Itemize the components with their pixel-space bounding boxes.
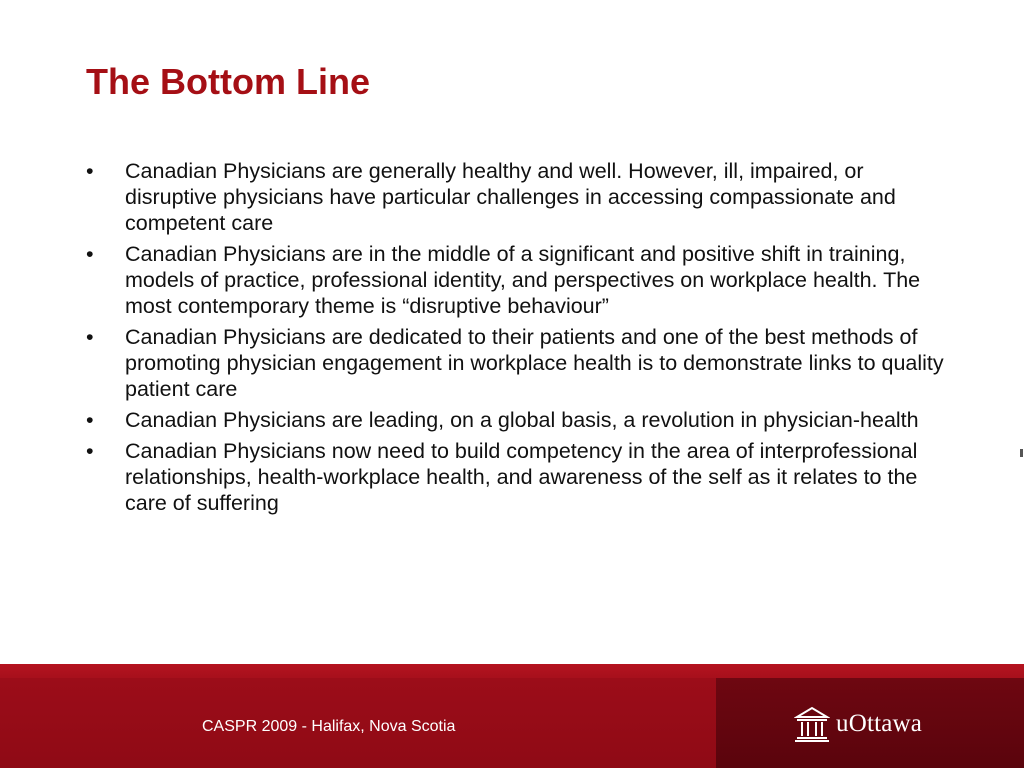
building-icon [794,705,830,743]
bullet-item [86,407,946,433]
footer-caption: CASPR 2009 - Halifax, Nova Scotia [202,718,456,735]
uottawa-logo [794,704,922,744]
bullet-text: Canadian Physicians are in the middle of a significant and positive shift in training, models of practice, professional identity, and perspectives on workplace health. The most contemporary theme is “disruptive behaviour” [125,242,921,318]
edge-mark [1020,449,1023,457]
bullet-marker: • [86,408,94,432]
slide-title: The Bottom Line [86,61,370,102]
bullet-text: Canadian Physicians are generally healthy and well. However, ill, impaired, or disruptive physicians have particular challenges in accessing compassionate and competent care [125,159,896,235]
logo-text: uOttawa [836,710,923,737]
bullet-item [86,438,946,516]
bullet-item [86,158,946,236]
bullet-marker: • [86,325,94,349]
bullet-marker: • [86,242,94,266]
bullet-text: Canadian Physicians now need to build competency in the area of interprofessional relationships, health-workplace health, and awareness of the self as it relates to the care of suffering [125,439,918,515]
bullet-text: Canadian Physicians are dedicated to their patients and one of the best methods of promoting physician engagement in workplace health is to demonstrate links to quality patient care [125,325,944,401]
footer-caption-panel [0,678,716,768]
bullet-text: Canadian Physicians are leading, on a global basis, a revolution in physician-health [125,408,919,432]
bullet-item [86,241,946,319]
bullet-list [86,158,946,521]
bullet-marker: • [86,159,94,183]
bullet-item [86,324,946,402]
bullet-marker: • [86,439,94,463]
